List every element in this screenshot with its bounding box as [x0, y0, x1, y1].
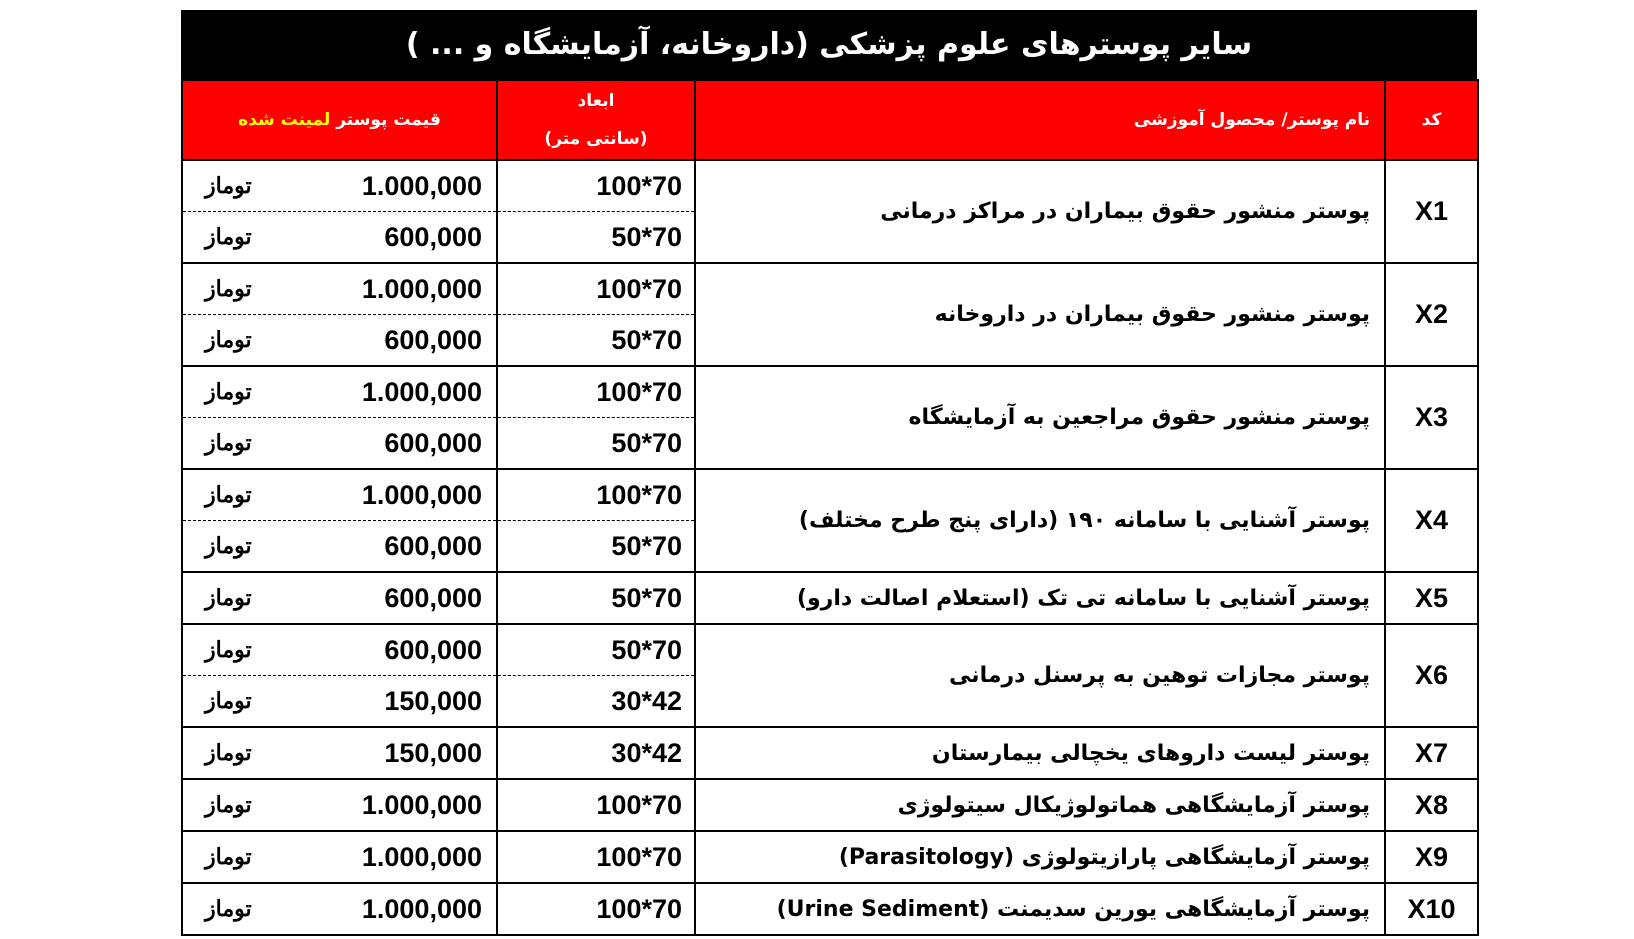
brand-logo: توماز: [205, 533, 252, 559]
table-row: [182, 469, 1478, 521]
price-cell: [182, 727, 497, 779]
table-row: [182, 779, 1478, 831]
price-header-highlight: لمینت شده: [238, 110, 331, 130]
page-title: سایر پوسترهای علوم پزشکی (داروخانه، آزمایشگاه و ... ): [181, 10, 1477, 79]
dimension-cell: 100*70: [497, 366, 695, 418]
price-list: [181, 10, 1477, 936]
price-cell: [182, 366, 497, 418]
price-value: 600,000: [384, 324, 482, 355]
price-value: 600,000: [384, 530, 482, 561]
dimension-cell: 100*70: [497, 831, 695, 883]
table-row: [182, 572, 1478, 624]
dimension-cell: 50*70: [497, 418, 695, 470]
poster-name: پوستر آشنایی با سامانه ۱۹۰ (دارای پنج طرح مختلف): [695, 469, 1385, 572]
table-row: [182, 727, 1478, 779]
poster-name: پوستر منشور حقوق مراجعین به آزمایشگاه: [695, 366, 1385, 469]
header-row: [182, 80, 1478, 160]
brand-logo: توماز: [205, 482, 252, 508]
dimension-cell: 50*70: [497, 212, 695, 264]
table-row: [182, 160, 1478, 212]
poster-code: X10: [1385, 883, 1478, 935]
table-row: [182, 883, 1478, 935]
dimension-cell: 50*70: [497, 521, 695, 573]
price-value: 150,000: [384, 737, 482, 768]
dimension-cell: 50*70: [497, 624, 695, 676]
dimension-header: [497, 80, 695, 160]
price-value: 1.000,000: [361, 170, 482, 201]
poster-code: X2: [1385, 263, 1478, 366]
price-value: 1.000,000: [361, 273, 482, 304]
code-header: کد: [1385, 80, 1478, 160]
price-cell: [182, 831, 497, 883]
dimension-cell: 50*70: [497, 315, 695, 367]
price-cell: [182, 160, 497, 212]
price-value: 1.000,000: [361, 789, 482, 820]
poster-name: پوستر آشنایی با سامانه تی تک (استعلام اصالت دارو): [695, 572, 1385, 624]
price-cell: [182, 263, 497, 315]
dimension-cell: 30*42: [497, 676, 695, 728]
dimension-header-label: ابعاد: [577, 91, 615, 111]
dimension-cell: 100*70: [497, 263, 695, 315]
brand-logo: توماز: [205, 844, 252, 870]
dimension-cell: 100*70: [497, 160, 695, 212]
table-row: [182, 624, 1478, 676]
dimension-cell: 100*70: [497, 883, 695, 935]
price-cell: [182, 315, 497, 367]
brand-logo: توماز: [205, 896, 252, 922]
price-cell: [182, 212, 497, 264]
price-cell: [182, 676, 497, 728]
brand-logo: توماز: [205, 585, 252, 611]
dimension-cell: 30*42: [497, 727, 695, 779]
price-value: 600,000: [384, 221, 482, 252]
brand-logo: توماز: [205, 637, 252, 663]
poster-name: پوستر آزمایشگاهی یورین سدیمنت (Urine Sediment): [695, 883, 1385, 935]
poster-code: X9: [1385, 831, 1478, 883]
poster-code: X6: [1385, 624, 1478, 727]
price-cell: [182, 521, 497, 573]
price-cell: [182, 572, 497, 624]
price-cell: [182, 469, 497, 521]
price-value: 600,000: [384, 634, 482, 665]
name-header: نام پوستر/ محصول آموزشی: [695, 80, 1385, 160]
brand-logo: توماز: [205, 792, 252, 818]
poster-code: X3: [1385, 366, 1478, 469]
price-value: 1.000,000: [361, 841, 482, 872]
table-row: [182, 831, 1478, 883]
price-value: 150,000: [384, 685, 482, 716]
brand-logo: توماز: [205, 740, 252, 766]
poster-code: X5: [1385, 572, 1478, 624]
dimension-cell: 50*70: [497, 572, 695, 624]
price-cell: [182, 883, 497, 935]
price-value: 1.000,000: [361, 893, 482, 924]
brand-logo: توماز: [205, 173, 252, 199]
table-row: [182, 366, 1478, 418]
price-value: 600,000: [384, 582, 482, 613]
poster-name: پوستر آزمایشگاهی پارازیتولوژی (Parasitology): [695, 831, 1385, 883]
price-header: [182, 80, 497, 160]
price-header-label: قیمت پوستر: [336, 110, 441, 130]
dimension-cell: 100*70: [497, 779, 695, 831]
table-body: [182, 160, 1478, 935]
price-cell: [182, 624, 497, 676]
price-value: 1.000,000: [361, 479, 482, 510]
poster-code: X8: [1385, 779, 1478, 831]
poster-name: پوستر منشور حقوق بیماران در مراکز درمانی: [695, 160, 1385, 263]
poster-name: پوستر منشور حقوق بیماران در داروخانه: [695, 263, 1385, 366]
price-value: 1.000,000: [361, 376, 482, 407]
dimension-cell: 100*70: [497, 469, 695, 521]
brand-logo: توماز: [205, 276, 252, 302]
price-cell: [182, 418, 497, 470]
table-row: [182, 263, 1478, 315]
price-value: 600,000: [384, 427, 482, 458]
price-cell: [182, 779, 497, 831]
poster-name: پوستر آزمایشگاهی هماتولوژیکال سیتولوژی: [695, 779, 1385, 831]
poster-code: X1: [1385, 160, 1478, 263]
brand-logo: توماز: [205, 688, 252, 714]
price-table: [181, 79, 1479, 936]
poster-code: X4: [1385, 469, 1478, 572]
poster-name: پوستر مجازات توهین به پرسنل درمانی: [695, 624, 1385, 727]
brand-logo: توماز: [205, 224, 252, 250]
poster-name: پوستر لیست داروهای یخچالی بیمارستان: [695, 727, 1385, 779]
brand-logo: توماز: [205, 379, 252, 405]
brand-logo: توماز: [205, 327, 252, 353]
brand-logo: توماز: [205, 430, 252, 456]
dimension-header-unit: (سانتی متر): [544, 129, 648, 149]
poster-code: X7: [1385, 727, 1478, 779]
